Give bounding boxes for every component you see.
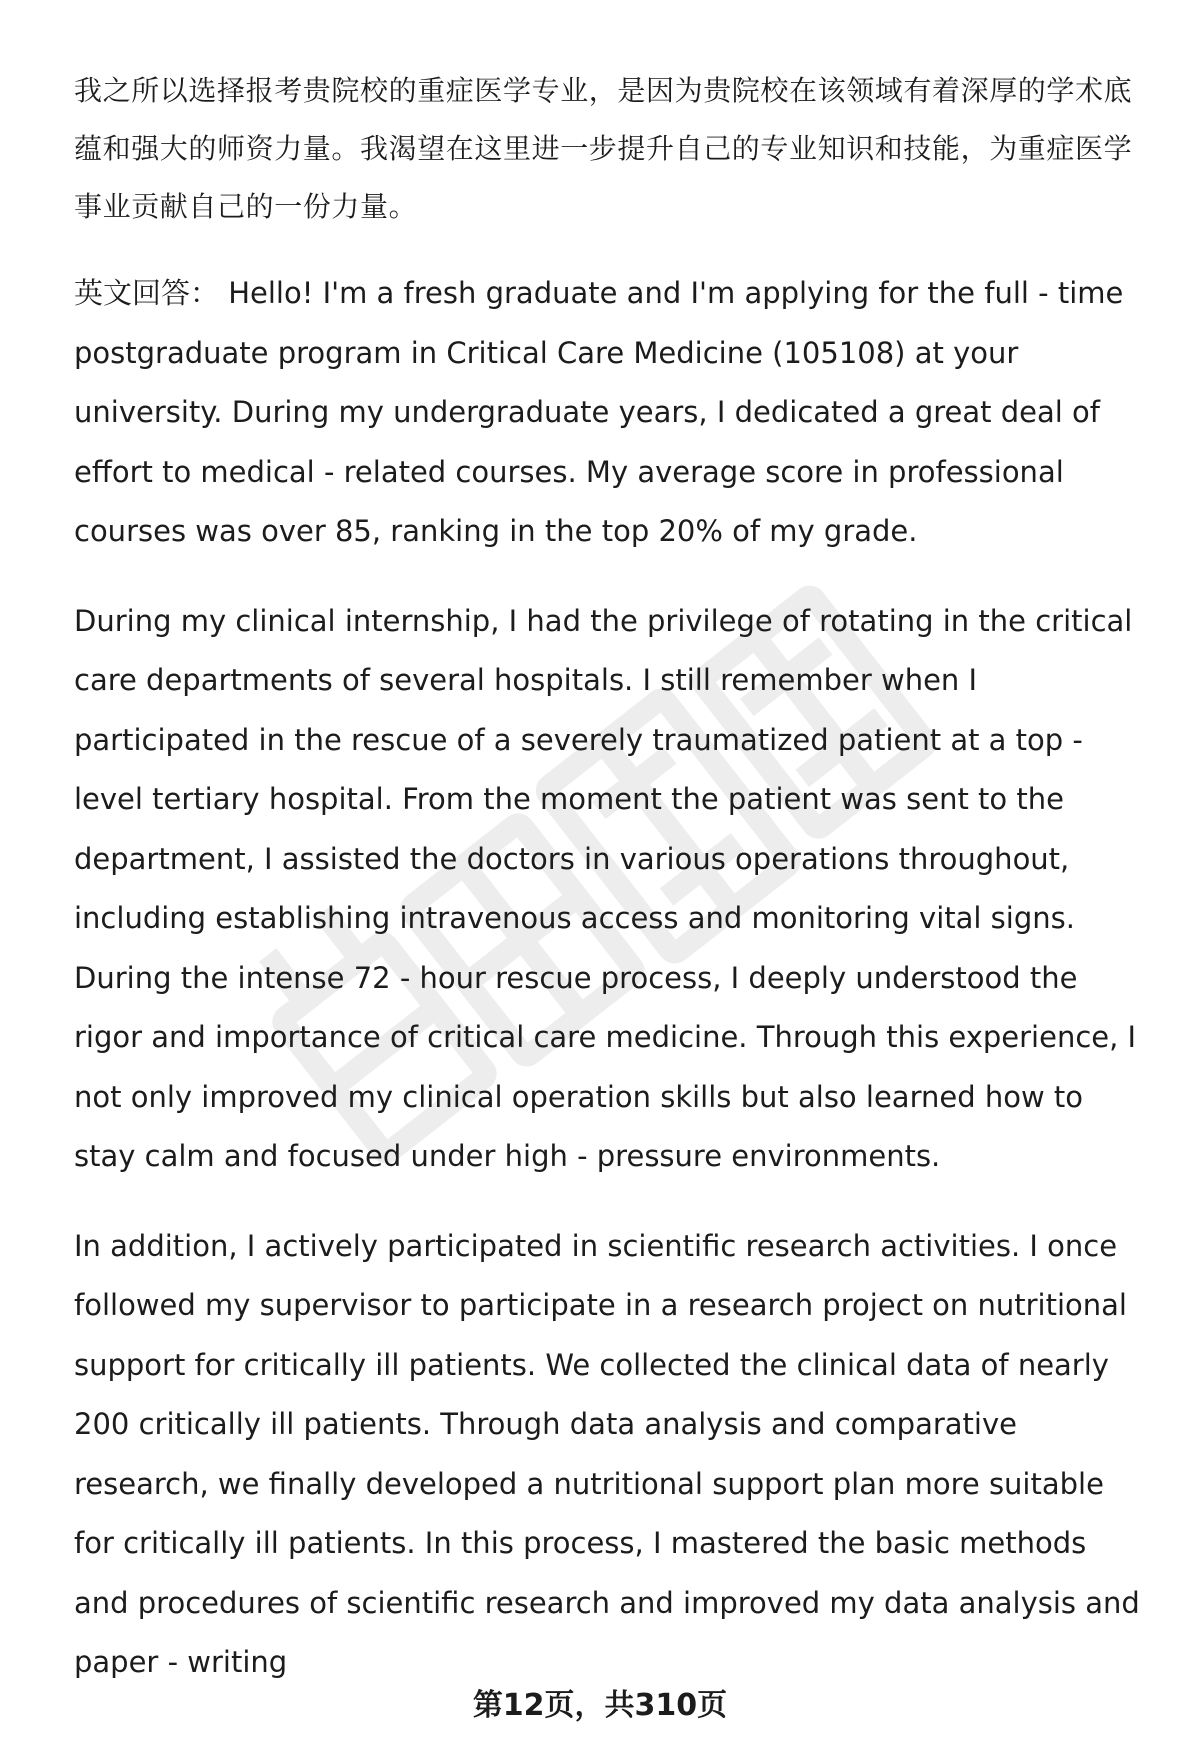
document-body [74,62,1150,1723]
paragraph-chinese-motivation: 我之所以选择报考贵院校的重症医学专业，是因为贵院校在该领域有着深厚的学术底蕴和强大的师资力量。我渴望在这里进一步提升自己的专业知识和技能，为重症医学事业贡献自己的一份力量。 [74,74,1133,223]
paragraph-research: In addition, I actively participated in scientific research activities. I once followed my supervisor to participate in a research project on nutritional support for critically ill patients. We collected the clinical data of nearly 200 critically ill patients. Through data analysis and comparative research, we finally developed a nutritional support plan more suitable for critically ill patients. In this process, I mastered the basic methods and procedures of scientific research and improved my data analysis and paper - writing [74,1228,1140,1679]
page-number-footer: 第12页，共310页 [472,1688,728,1723]
paragraph-english-intro: 英文回答： Hello! I'm a fresh graduate and I'm applying for the full - time postgraduate program in Critical Care Medicine (105108) at your university. During my undergraduate years, I dedicated a great deal of effort to medical - related courses. My average score in professional courses was over 85, ranking in the top 20% of my grade. [74,276,1124,548]
paragraph-clinical-internship: During my clinical internship, I had the privilege of rotating in the critical care departments of several hospitals. I still remember when I participated in the rescue of a severely traumatized patient at a top - level tertiary hospital. From the moment the patient was sent to the department, I assisted the doctors in various operations throughout, including establishing intravenous access and monitoring vital signs. During the intense 72 - hour rescue process, I deeply understood the rigor and importance of critical care medicine. Through this experience, I not only improved my clinical operation skills but also learned how to stay calm and focused under high - pressure environments. [74,603,1137,1173]
